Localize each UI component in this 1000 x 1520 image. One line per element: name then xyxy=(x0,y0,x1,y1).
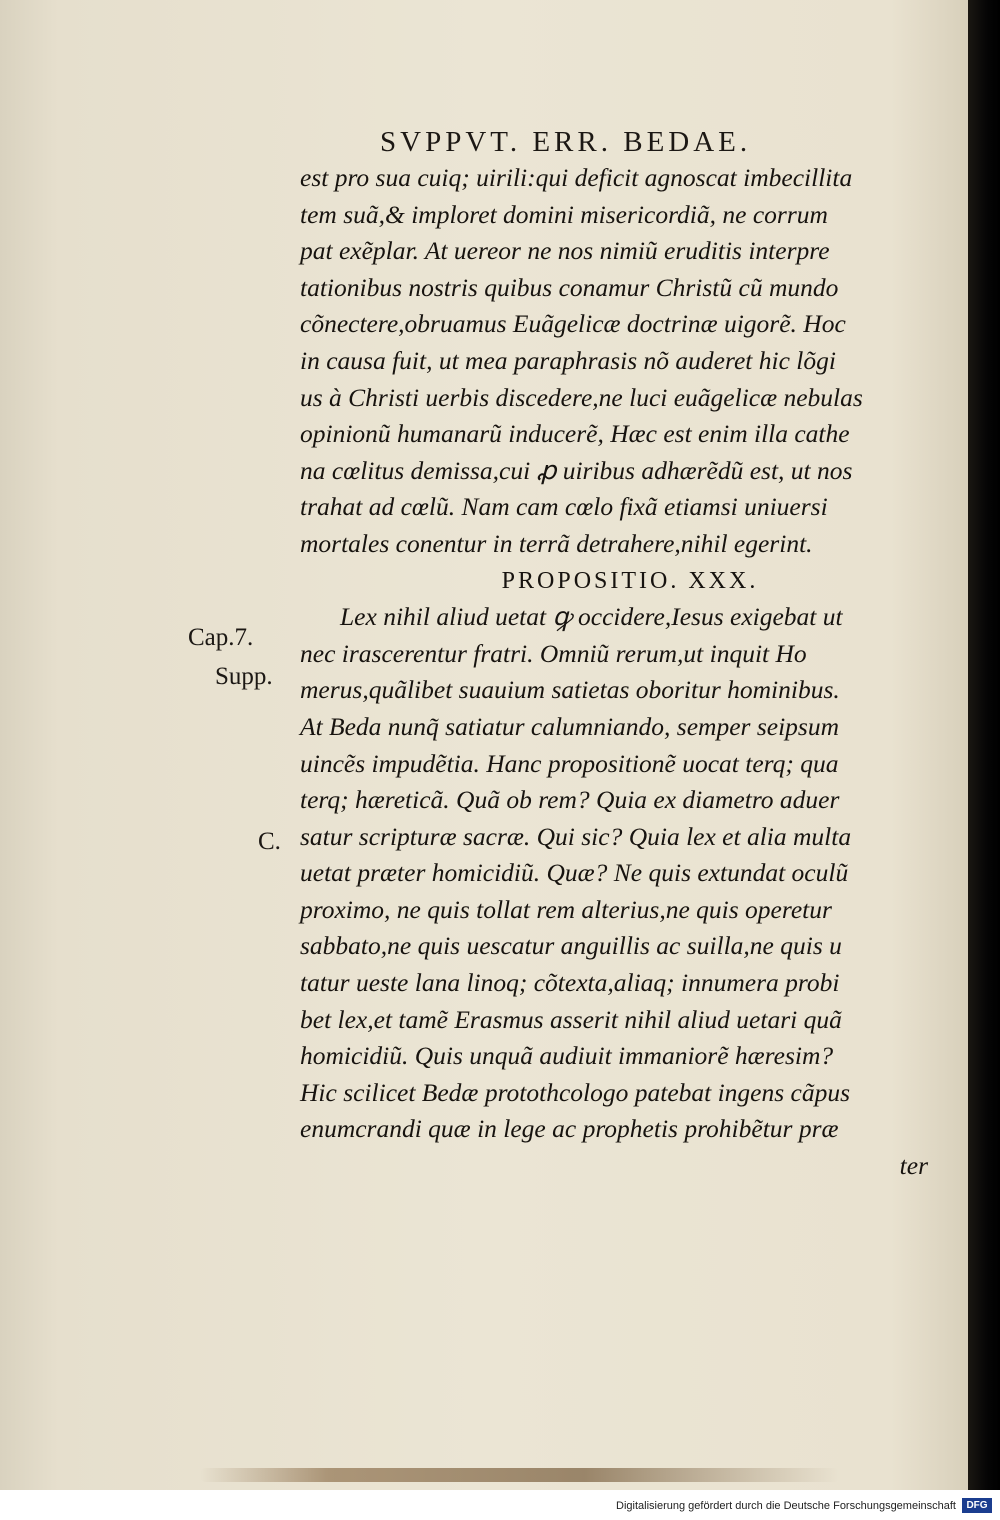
text-line: us à Christi uerbis discedere,ne luci euãgelicæ nebulas xyxy=(300,382,863,412)
text-line: Hic scilicet Bedæ protothcologo patebat ingens cãpus xyxy=(300,1077,851,1107)
text-line: At Beda nunq̃ satiatur calumniando, semper seipsum xyxy=(300,711,839,741)
text-line: in causa fuit, ut mea paraphrasis nõ auderet hic lõgi xyxy=(300,345,836,375)
text-line: terq; hæreticã. Quã ob rem? Quia ex diametro aduer xyxy=(300,785,840,815)
page-stain xyxy=(200,1468,840,1482)
running-head: SVPPVT. ERR. BEDAE. xyxy=(380,126,752,158)
text-line: uincẽs impudẽtia. Hanc propositionẽ uocat terq; qua xyxy=(300,748,839,778)
text-line: homicidiũ. Quis unquã audiuit immaniorẽ hæresim? xyxy=(300,1041,834,1071)
text-line: satur scripturæ sacræ. Qui sic? Quia lex et alia multa xyxy=(300,821,852,851)
marginal-note-supp: Supp. xyxy=(215,663,273,690)
dfg-logo: DFG xyxy=(962,1498,992,1513)
marginal-note-cap: Cap.7. xyxy=(188,624,254,651)
text-line: uetat præter homicidiũ. Quæ? Ne quis extundat oculũ xyxy=(300,858,849,888)
text-line: na cœlitus demissa,cui ꝓ uiribus adhærẽdũ est, ut nos xyxy=(300,455,853,485)
marginal-note-c: C. xyxy=(258,828,281,855)
text-line: est pro sua cuiq; uirili:qui deficit agnoscat imbecillita xyxy=(300,163,853,192)
body-text xyxy=(300,160,940,1185)
text-line: enumcrandi quæ in lege ac prophetis prohibẽtur præ xyxy=(300,1114,839,1144)
text-line: opinionũ humanarũ inducerẽ, Hæc est enim illa cathe xyxy=(300,419,850,449)
text-line: proximo, ne quis tollat rem alterius,ne quis operetur xyxy=(300,894,832,924)
text-line: mortales conentur in terrã detrahere,nihil egerint. xyxy=(300,528,813,558)
text-line: tationibus nostris quibus conamur Christũ cũ mundo xyxy=(300,272,839,302)
footer-credit: Digitalisierung gefördert durch die Deutsche Forschungsgemeinschaft xyxy=(616,1500,956,1512)
text-line: cõnectere,obruamus Euãgelicæ doctrinæ uigorẽ. Hoc xyxy=(300,309,846,339)
text-line: bet lex,et tamẽ Erasmus asserit nihil aliud uetari quã xyxy=(300,1004,842,1034)
text-line: trahat ad cœlũ. Nam cam cœlo fixã etiamsi uniuersi xyxy=(300,492,828,522)
book-spine xyxy=(968,0,1000,1490)
text-line: tem suã,& imploret domini misericordiã, ne corrum xyxy=(300,199,828,229)
section-heading: PROPOSITIO. XXX. xyxy=(501,567,759,594)
text-line: tatur ueste lana linoq; cõtexta,aliaq; innumera probi xyxy=(300,968,840,998)
text-line: merus,quãlibet suauium satietas oboritur hominibus. xyxy=(300,675,840,705)
text-line: Lex nihil aliud uetat ꝙ occidere,Iesus exigebat ut xyxy=(340,602,843,632)
text-line: pat exẽplar. At uereor ne nos nimiũ eruditis interpre xyxy=(300,236,830,266)
catchword: ter xyxy=(899,1151,928,1181)
text-line: sabbato,ne quis uescatur anguillis ac suilla,ne quis u xyxy=(300,931,842,961)
text-line: nec irascerentur fratri. Omniũ rerum,ut inquit Ho xyxy=(300,638,807,668)
